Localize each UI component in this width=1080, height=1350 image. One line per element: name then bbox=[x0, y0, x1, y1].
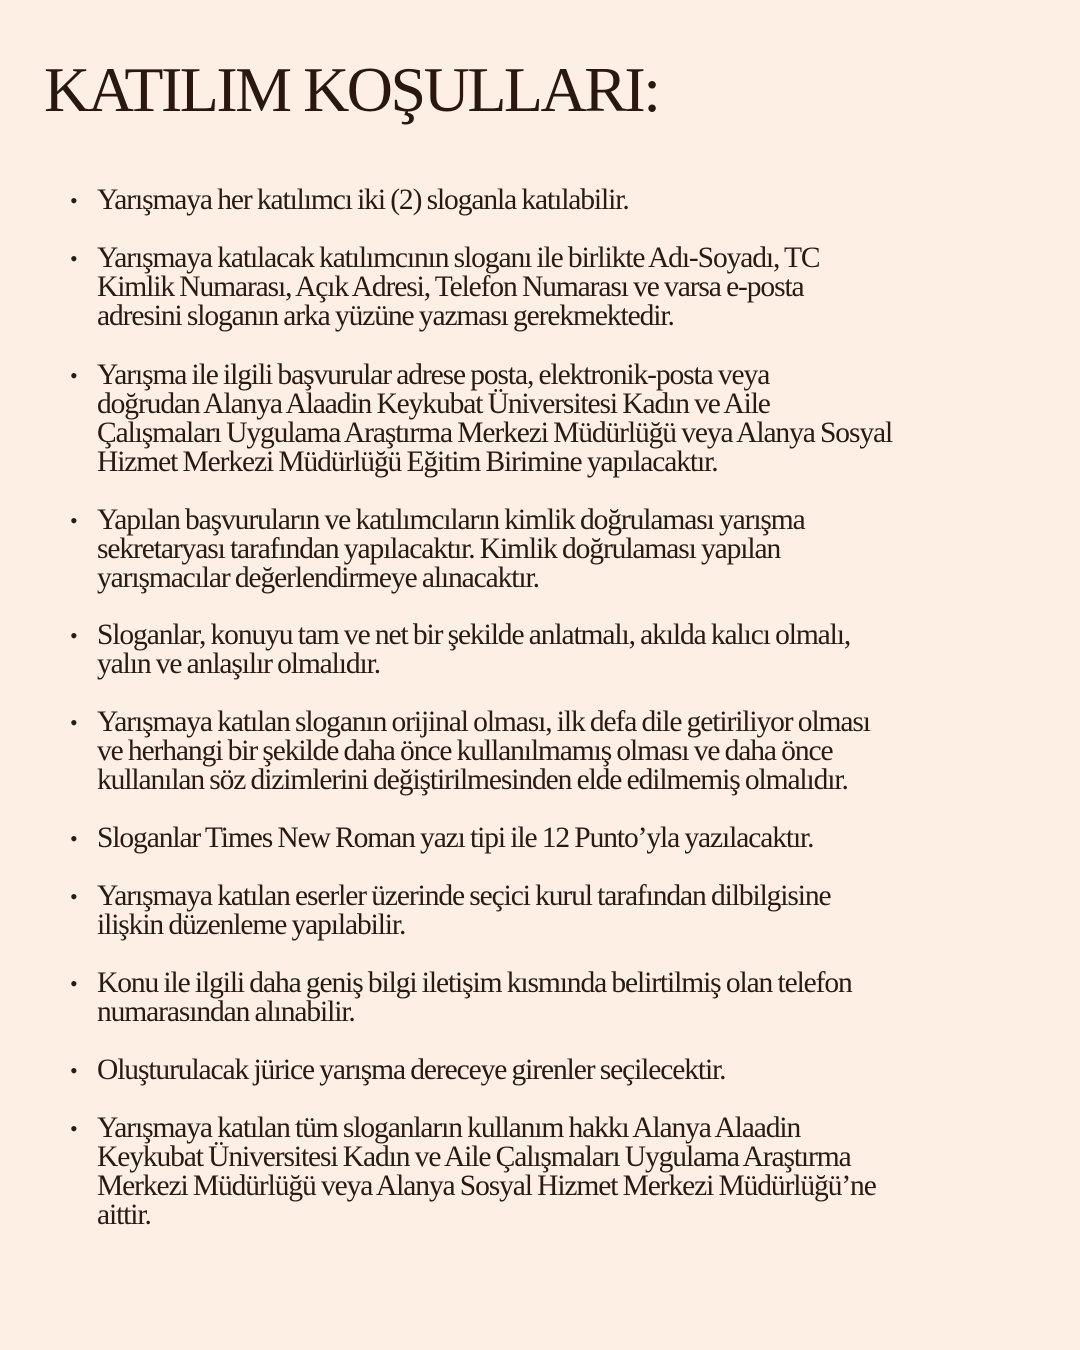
bullet-icon: • bbox=[70, 884, 78, 909]
bullet-icon: • bbox=[70, 1058, 78, 1083]
list-item-text: Sloganlar Times New Roman yazı tipi ile 12 Punto’yla yazılacaktır. bbox=[97, 822, 814, 854]
page-title: KATILIM KOŞULLARI: bbox=[44, 54, 659, 125]
list-item-text: Yarışmaya her katılımcı iki (2) sloganla katılabilir. bbox=[97, 184, 629, 216]
bullet-icon: • bbox=[70, 623, 78, 648]
bullet-icon: • bbox=[70, 971, 78, 996]
list-item-text: Yarışmaya katılan sloganın orijinal olması, ilk defa dile getiriliyor olması ve herhangi bir şekilde daha önce kullanılmamış olması ve daha önce kullanılan söz dizimlerini değiştirilmesinden elde edilmemiş olmalıdır. bbox=[97, 706, 870, 796]
bullet-icon: • bbox=[70, 246, 78, 271]
list-item-text: Oluşturulacak jürice yarışma dereceye girenler seçilecektir. bbox=[97, 1054, 726, 1086]
bullet-icon: • bbox=[70, 188, 78, 213]
bullet-icon: • bbox=[70, 826, 78, 851]
list-item-text: Konu ile ilgili daha geniş bilgi iletişim kısmında belirtilmiş olan telefon numarasından alınabilir. bbox=[97, 967, 852, 1028]
list-item-text: Sloganlar, konuyu tam ve net bir şekilde anlatmalı, akılda kalıcı olmalı, yalın ve anlaşılır olmalıdır. bbox=[97, 619, 851, 680]
bullet-icon: • bbox=[70, 710, 78, 735]
list-item-text: Yarışma ile ilgili başvurular adrese posta, elektronik-posta veya doğrudan Alanya Alaadin Keykubat Üniversitesi Kadın ve Aile Çalışmaları Uygulama Araştırma Merkezi Müdürlüğü veya Alanya Sosyal Hizmet Merkezi Müdürlüğü Eğitim Birimine yapılacaktır. bbox=[97, 359, 893, 478]
list-item-text: Yarışmaya katılan eserler üzerinde seçici kurul tarafından dilbilgisine ilişkin düzenleme yapılabilir. bbox=[97, 880, 831, 941]
list-item-text: Yarışmaya katılan tüm sloganların kullanım hakkı Alanya Alaadin Keykubat Üniversitesi Kadın ve Aile Çalışmaları Uygulama Araştırma Merkezi Müdürlüğü veya Alanya Sosyal Hizmet Merkezi Müdürlüğü’ne aittir. bbox=[97, 1112, 876, 1231]
bullet-icon: • bbox=[70, 363, 78, 388]
bullet-icon: • bbox=[70, 508, 78, 533]
list-item-text: Yapılan başvuruların ve katılımcıların kimlik doğrulaması yarışma sekretaryası tarafından yapılacaktır. Kimlik doğrulaması yapılan yarışmacılar değerlendirmeye alınacaktır. bbox=[97, 504, 805, 594]
bullet-icon: • bbox=[70, 1116, 78, 1141]
list-item-text: Yarışmaya katılacak katılımcının sloganı ile birlikte Adı-Soyadı, TC Kimlik Numarası, Açık Adresi, Telefon Numarası ve varsa e-posta adresini sloganın arka yüzüne yazması gerekmektedir. bbox=[97, 242, 820, 332]
